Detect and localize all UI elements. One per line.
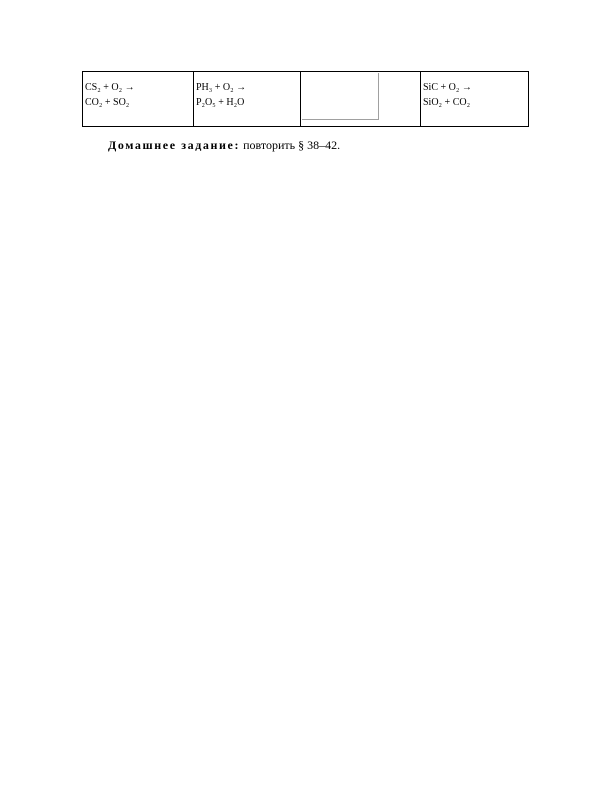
reaction-products: P₂O₅ + H₂O bbox=[196, 97, 245, 108]
empty-cell bbox=[301, 72, 421, 127]
reaction-products: SiO₂ + CO₂ bbox=[423, 97, 471, 108]
reaction-equation: CS₂ + O₂ → bbox=[85, 82, 135, 93]
reaction-equation: SiC + O₂ → bbox=[423, 82, 472, 93]
homework-line bbox=[108, 137, 340, 153]
reaction-cell-sic bbox=[421, 72, 529, 127]
homework-label: Домашнее задание: bbox=[108, 138, 241, 152]
reactions-table bbox=[82, 71, 529, 127]
reaction-equation: PH₃ + O₂ → bbox=[196, 82, 247, 93]
reaction-cell-ph3 bbox=[194, 72, 301, 127]
homework-text: повторить § 38–42. bbox=[240, 138, 341, 152]
reaction-products: CO₂ + SO₂ bbox=[85, 97, 130, 108]
table-row bbox=[83, 72, 529, 127]
blank-image-box bbox=[302, 73, 379, 120]
reaction-cell-cs2 bbox=[83, 72, 194, 127]
